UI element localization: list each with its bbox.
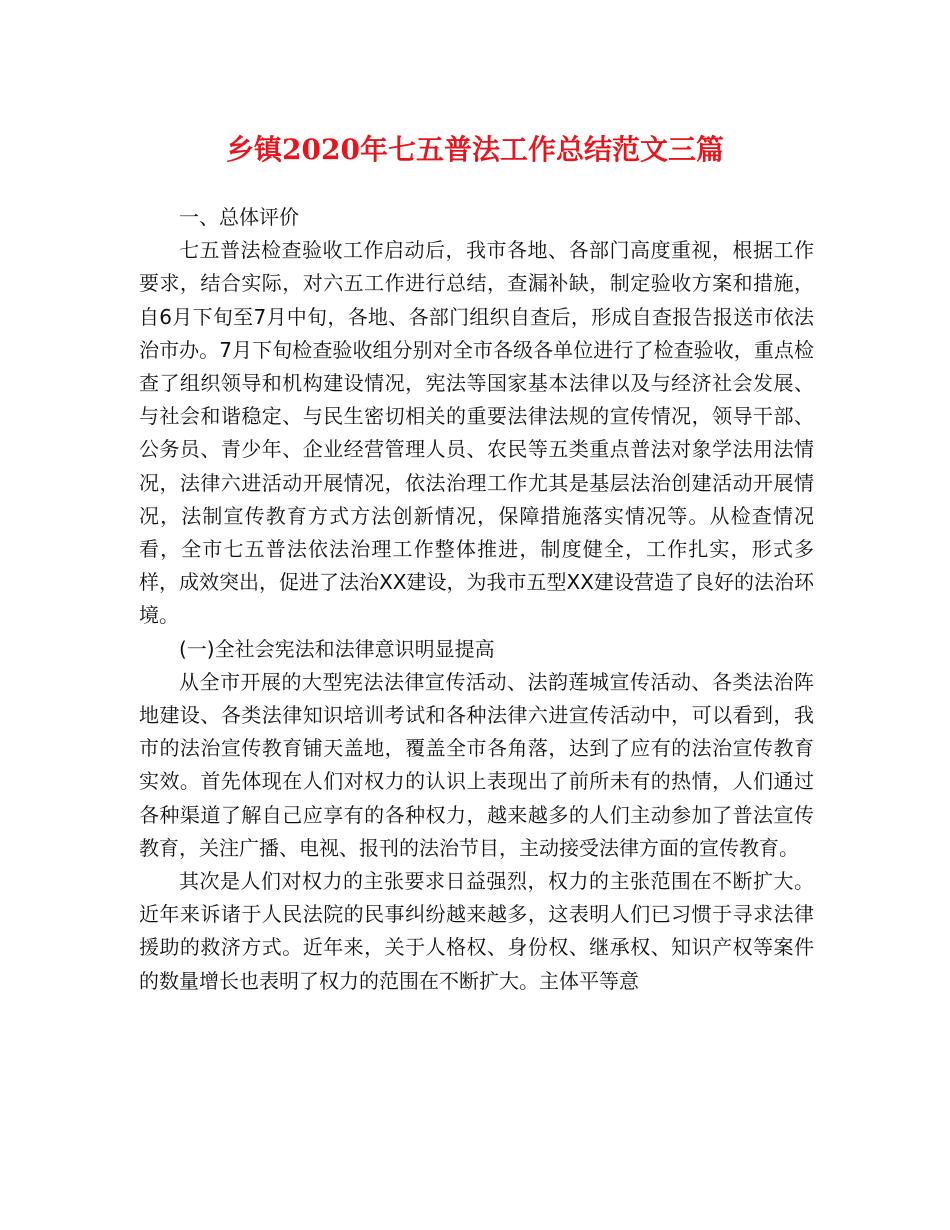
subsection-heading-legal-awareness: (一)全社会宪法和法律意识明显提高: [179, 636, 495, 661]
section-heading-overall-evaluation: 一、总体评价: [179, 205, 299, 229]
body-paragraph: 其次是人们对权力的主张要求日益强烈，权力的主张范围在不断扩大。近年来诉诸于人民法院的民事纠纷越来越多，这表明人们已习惯于寻求法律援助的救济方式。近年来，关于人格权、身份权、继承权、知识产权等案件的数量增长也表明了权力的范围在不断扩大。主体平等意: [139, 869, 814, 993]
document-body: [139, 201, 814, 998]
document-title: 乡镇2020年七五普法工作总结范文三篇: [226, 133, 724, 166]
body-paragraph: 从全市开展的大型宪法法律宣传活动、法韵莲城宣传活动、各类法治阵地建设、各类法律知识培训考试和各种法律六进宣传活动中，可以看到，我市的法治宣传教育铺天盖地，覆盖全市各角落，达到了应有的法治宣传教育实效。首先体现在人们对权力的认识上表现出了前所未有的热情，人们通过各种渠道了解自己应享有的各种权力，越来越多的人们主动参加了普法宣传教育，关注广播、电视、报刊的法治节目，主动接受法律方面的宣传教育。: [139, 669, 814, 860]
body-paragraph: 七五普法检查验收工作启动后，我市各地、各部门高度重视，根据工作要求，结合实际，对六五工作进行总结，查漏补缺，制定验收方案和措施，自6月下旬至7月中旬，各地、各部门组织自查后，形成自查报告报送市依法治市办。7月下旬检查验收组分别对全市各级各单位进行了检查验收，重点检查了组织领导和机构建设情况，宪法等国家基本法律以及与经济社会发展、与社会和谐稳定、与民生密切相关的重要法律法规的宣传情况，领导干部、公务员、青少年、企业经营管理人员、农民等五类重点普法对象学法用法情况，法律六进活动开展情况，依法治理工作尤其是基层法治创建活动开展情况，法制宣传教育方式方法创新情况，保障措施落实情况等。从检查情况看，全市七五普法依法治理工作整体推进，制度健全，工作扎实，形式多样，成效突出，促进了法治XX建设，为我市五型XX建设营造了良好的法治环境。: [139, 238, 814, 628]
